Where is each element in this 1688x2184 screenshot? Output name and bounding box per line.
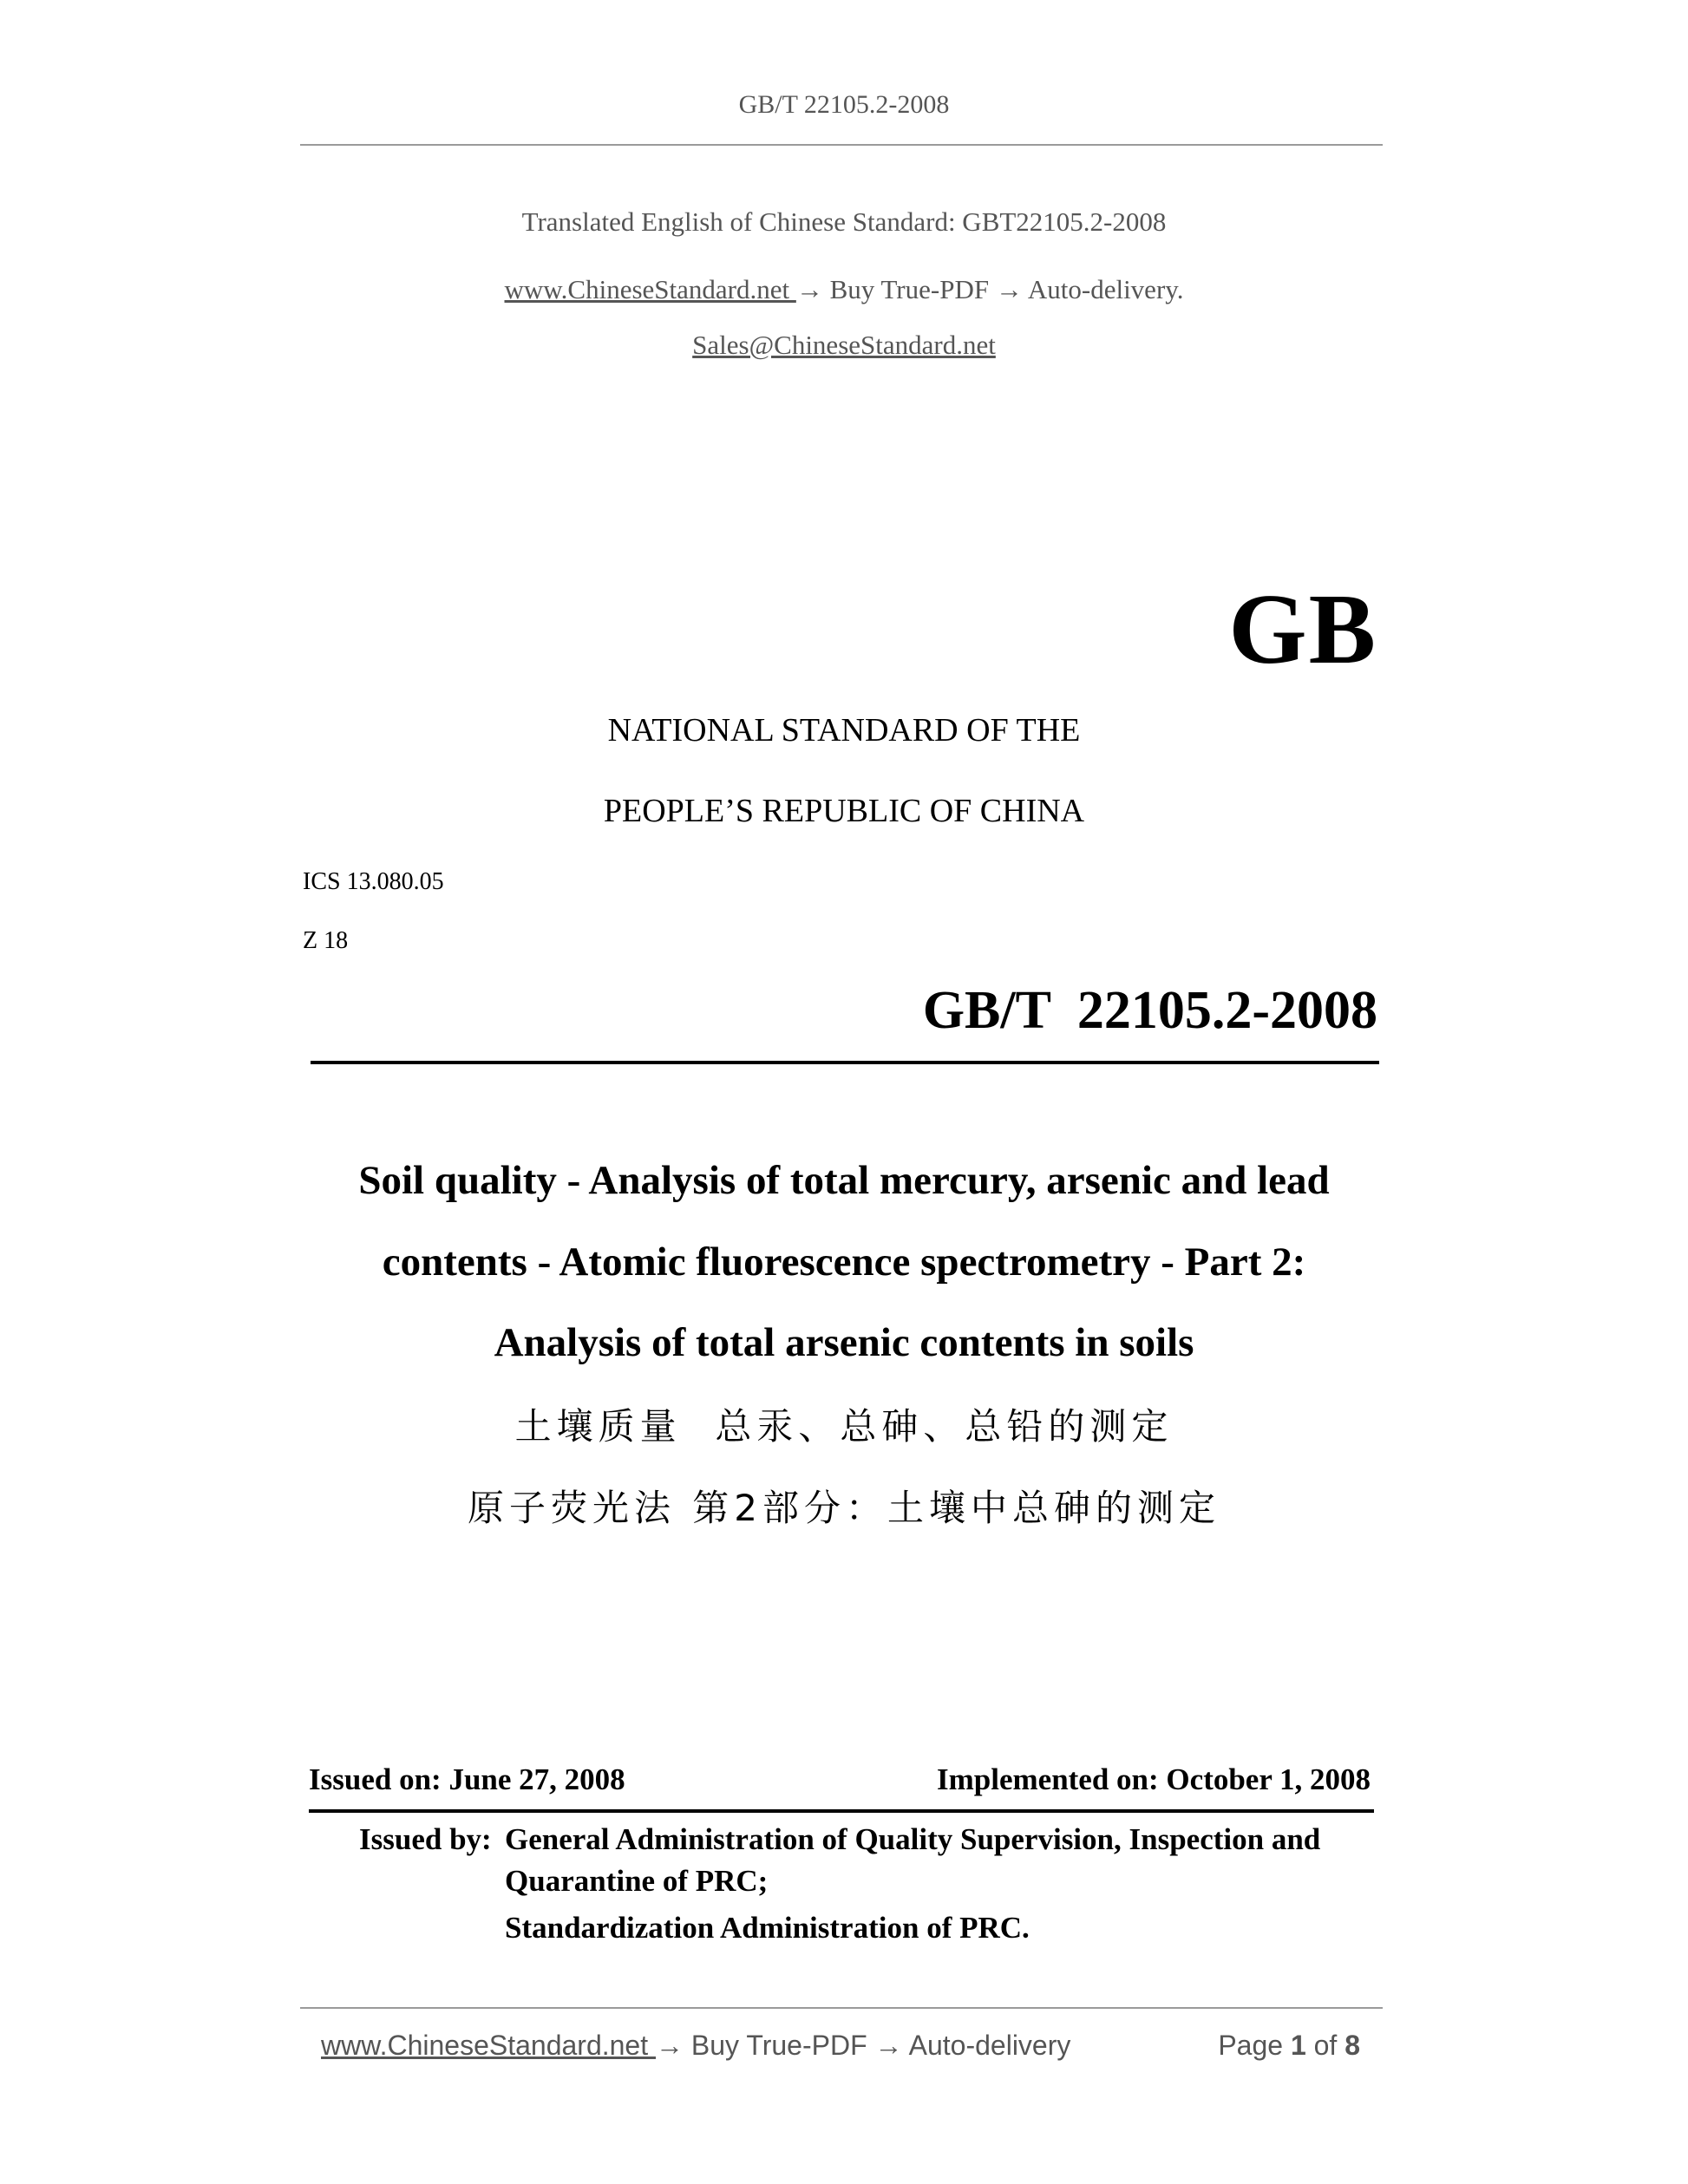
footer-purchase-line — [321, 2030, 1070, 2062]
english-title-line-1: Soil quality - Analysis of total mercury, arsenic and lead — [358, 1158, 1330, 1203]
standard-number-rule — [311, 1061, 1379, 1064]
running-header: GB/T 22105.2-2008 — [738, 90, 950, 119]
implemented-on-date: Implemented on: October 1, 2008 — [937, 1762, 1371, 1796]
site-link[interactable]: www.ChineseStandard.net — [504, 274, 796, 304]
sales-email-link[interactable]: Sales@ChineseStandard.net — [692, 330, 996, 360]
chinese-title-line-1: 土壤质量 总汞、总砷、总铅的测定 — [514, 1405, 1174, 1448]
english-title-line-3: Analysis of total arsenic contents in soils — [494, 1320, 1194, 1365]
page-of: of — [1313, 2030, 1338, 2061]
national-standard-line-1: NATIONAL STANDARD OF THE — [607, 712, 1081, 749]
footer-site-link[interactable]: www.ChineseStandard.net — [321, 2030, 656, 2061]
footer-divider — [300, 2007, 1383, 2009]
ccs-code: Z 18 — [303, 927, 349, 954]
purchase-line — [0, 274, 1688, 305]
standard-number: GB/T 22105.2-2008 — [922, 981, 1377, 1040]
sales-line — [0, 330, 1688, 361]
issue-date-rule — [309, 1809, 1374, 1813]
translation-notice: Translated English of Chinese Standard: GBT22105.2-2008 — [521, 206, 1167, 237]
ics-code: ICS 13.080.05 — [303, 868, 444, 895]
header-divider — [300, 144, 1383, 146]
issued-by-label: Issued by: — [359, 1822, 492, 1856]
chinese-title-line-2: 原子荧光法 第2部分：土壤中总砷的测定 — [467, 1487, 1221, 1529]
national-standard-line-2: PEOPLE’S REPUBLIC OF CHINA — [603, 793, 1085, 829]
page-label: Page — [1218, 2030, 1284, 2061]
page-current: 1 — [1290, 2030, 1306, 2061]
issuer-line-1a: General Administration of Quality Supervision, Inspection and — [505, 1822, 1321, 1856]
page-indicator — [1218, 2030, 1360, 2062]
page-total: 8 — [1345, 2030, 1360, 2061]
buy-text: → Buy True-PDF → Auto-delivery. — [795, 274, 1184, 304]
footer-buy-text: → Buy True-PDF → Auto-delivery — [656, 2030, 1071, 2061]
gb-mark: GB — [1228, 574, 1377, 685]
english-title-line-2: contents - Atomic fluorescence spectrometry - Part 2: — [382, 1239, 1306, 1285]
issued-on-date: Issued on: June 27, 2008 — [309, 1762, 625, 1796]
issuer-line-2: Standardization Administration of PRC. — [505, 1911, 1030, 1945]
issuer-line-1b: Quarantine of PRC; — [505, 1864, 769, 1898]
